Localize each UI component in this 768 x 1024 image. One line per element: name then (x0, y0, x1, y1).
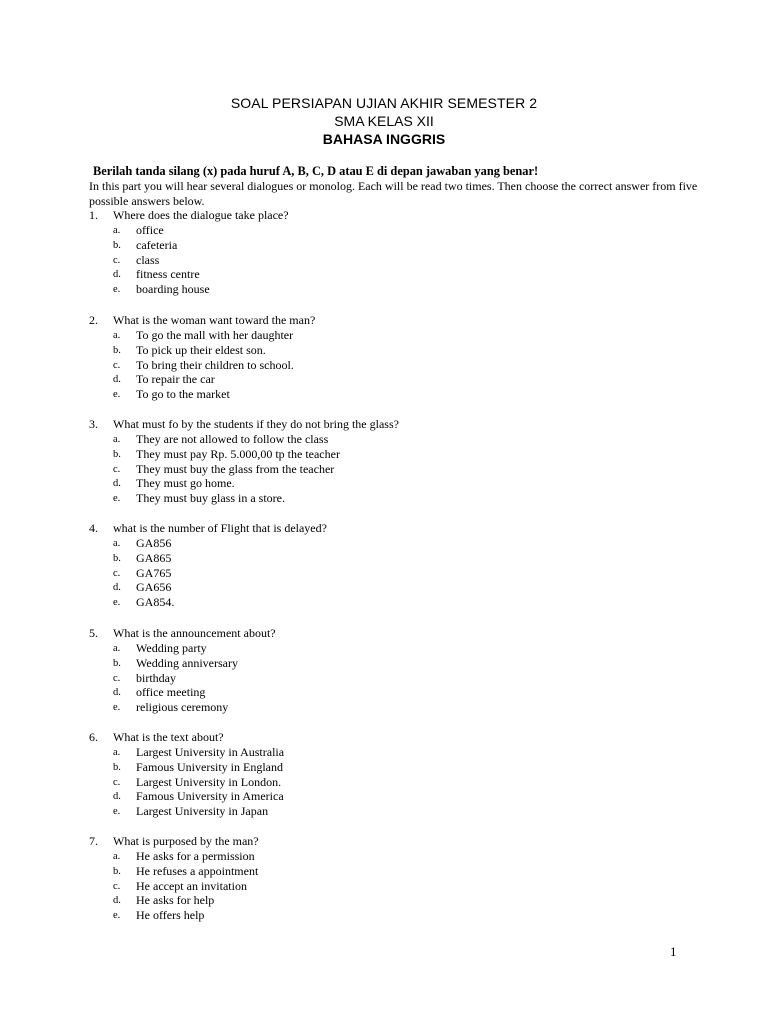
option-letter: c. (113, 254, 121, 266)
option-letter: d. (113, 269, 121, 281)
option-text: They are not allowed to follow the class (136, 432, 329, 446)
option-letter: d. (113, 478, 121, 490)
option-text: GA854. (136, 595, 175, 610)
question-text: Where does the dialogue take place? (113, 208, 289, 222)
option-letter: e. (113, 806, 121, 818)
option-text: Largest University in London. (136, 774, 282, 789)
option-letter: b. (113, 657, 121, 669)
question-number: 3. (89, 417, 98, 431)
option-text: They must pay Rp. 5.000,00 tp the teacher (136, 446, 340, 461)
option-letter: e. (113, 597, 121, 609)
document-header (0, 94, 768, 148)
option-letter: b. (113, 448, 121, 460)
question-number: 5. (89, 626, 98, 640)
option-text: fitness centre (136, 267, 200, 282)
option-letter: c. (113, 359, 121, 371)
option-letter: a. (113, 225, 121, 236)
question-text: What is the woman want toward the man? (113, 313, 316, 327)
question-text: what is the number of Flight that is delayed? (113, 521, 327, 535)
option-text: office meeting (136, 685, 206, 700)
option-text: To go to the market (136, 387, 230, 402)
question-text: What must fo by the students if they do not bring the glass? (113, 417, 399, 431)
option-text: They must go home. (136, 476, 235, 491)
option-letter: c. (113, 776, 121, 788)
option-text: class (136, 252, 160, 267)
option-letter: b. (113, 344, 121, 356)
option-letter: a. (113, 538, 121, 549)
option-letter: c. (113, 567, 121, 579)
option-letter: d. (113, 895, 121, 907)
option-text: He accept an invitation (136, 878, 247, 893)
option-letter: a. (113, 747, 121, 758)
option-text: birthday (136, 670, 176, 685)
option-letter: c. (113, 463, 121, 475)
option-letter: c. (113, 880, 121, 892)
option-text: GA656 (136, 580, 172, 595)
option-letter: a. (113, 434, 121, 445)
option-letter: d. (113, 687, 121, 699)
option-text: office (136, 223, 164, 237)
option-text: GA765 (136, 565, 172, 580)
option-text: To repair the car (136, 372, 215, 387)
option-text: He offers help (136, 908, 205, 923)
option-letter: a. (113, 643, 121, 654)
page-number: 1 (670, 944, 677, 959)
option-letter: a. (113, 330, 121, 341)
option-letter: e. (113, 702, 121, 714)
question-number: 4. (89, 521, 98, 535)
option-text: religious ceremony (136, 700, 229, 715)
option-text: Largest University in Japan (136, 804, 269, 819)
option-text: He asks for help (136, 893, 215, 908)
option-text: Famous University in England (136, 759, 283, 774)
option-text: To bring their children to school. (136, 357, 294, 372)
question-text: What is the text about? (113, 730, 224, 744)
header-class: SMA KELAS XII (334, 113, 434, 129)
option-text: To pick up their eldest son. (136, 342, 266, 357)
option-text: He refuses a appointment (136, 863, 259, 878)
question-number: 6. (89, 730, 98, 744)
option-letter: a. (113, 851, 121, 862)
option-text: They must buy the glass from the teacher (136, 461, 335, 476)
intro-text: In this part you will hear several dialogues or monolog. Each will be read two times. Then choose the correct answer from five possible answers below. (89, 179, 698, 208)
option-text: cafeteria (136, 237, 178, 252)
option-text: He asks for a permission (136, 849, 255, 863)
option-letter: e. (113, 493, 121, 505)
option-letter: b. (113, 239, 121, 251)
option-letter: d. (113, 374, 121, 386)
option-text: They must buy glass in a store. (136, 491, 285, 506)
question-number: 7. (89, 834, 98, 848)
option-letter: e. (113, 284, 121, 296)
option-letter: b. (113, 552, 121, 564)
option-text: Wedding party (136, 641, 207, 655)
option-text: Famous University in America (136, 789, 284, 804)
option-letter: b. (113, 865, 121, 877)
header-title: SOAL PERSIAPAN UJIAN AKHIR SEMESTER 2 (230, 95, 538, 111)
option-text: GA865 (136, 550, 172, 565)
option-text: Wedding anniversary (136, 655, 238, 670)
option-letter: e. (113, 389, 121, 401)
question-text: What is purposed by the man? (113, 834, 259, 848)
instruction-text: Berilah tanda silang (x) pada huruf A, B, C, D atau E di depan jawaban yang benar! (93, 164, 539, 178)
option-text: GA856 (136, 536, 172, 550)
header-subject: BAHASA INGGRIS (322, 131, 446, 147)
option-letter: c. (113, 672, 121, 684)
question-number: 2. (89, 313, 98, 327)
question-number: 1. (89, 208, 98, 222)
option-text: Largest University in Australia (136, 745, 285, 759)
option-text: boarding house (136, 282, 210, 297)
option-letter: b. (113, 761, 121, 773)
option-letter: d. (113, 582, 121, 594)
option-letter: d. (113, 791, 121, 803)
option-letter: e. (113, 910, 121, 922)
option-text: To go the mall with her daughter (136, 328, 294, 342)
question-text: What is the announcement about? (113, 626, 276, 640)
